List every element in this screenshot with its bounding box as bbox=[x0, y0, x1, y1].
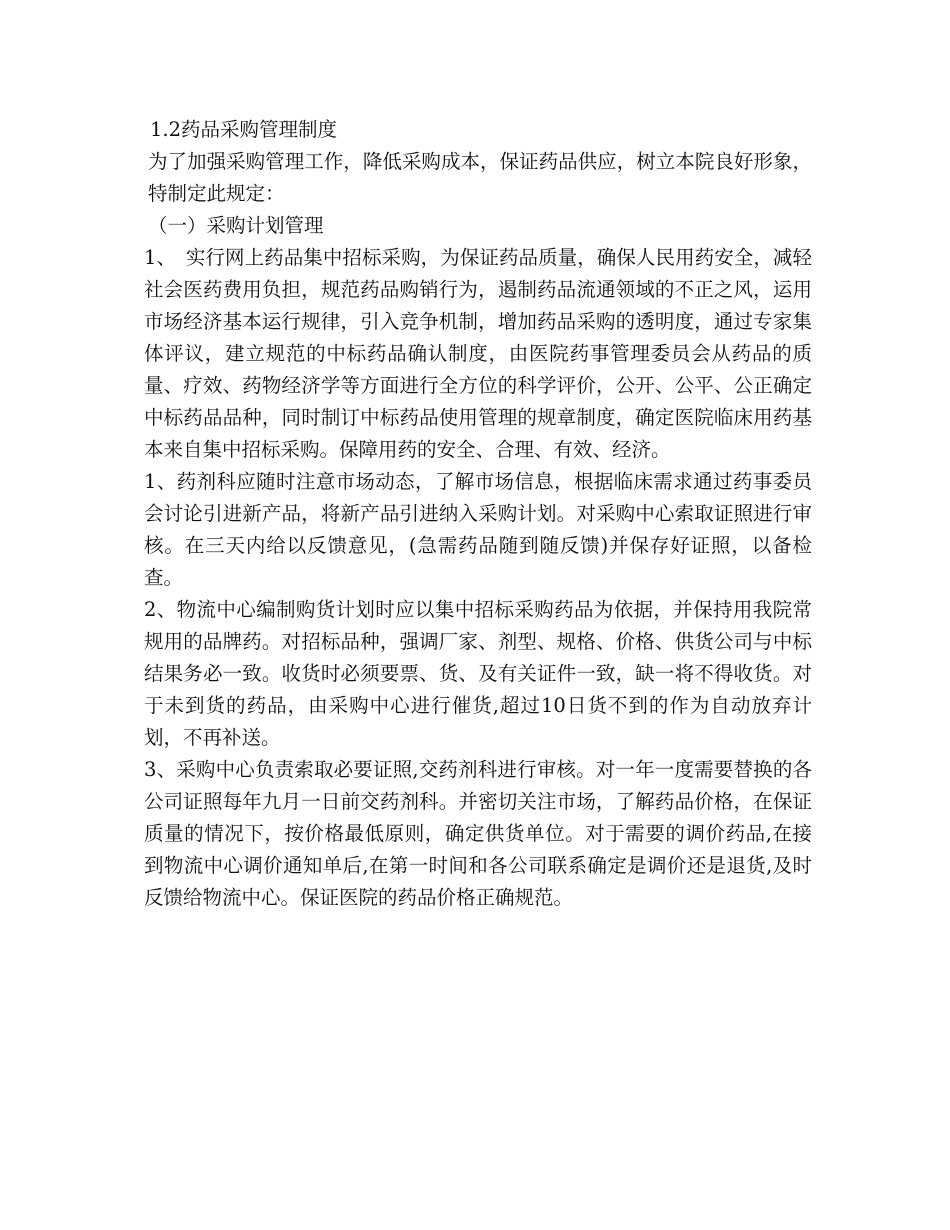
section-heading: 1.2药品采购管理制度 bbox=[150, 118, 338, 141]
document-body bbox=[140, 114, 812, 914]
paragraph-item-3: 2、物流中心编制购货计划时应以集中招标采购药品为依据，并保持用我院常规用的品牌药。对招标品种，强调厂家、剂型、规格、价格、供货公司与中标结果务必一致。收货时必须要票、货、及有关证件一致，缺一将不得收货。对于未到货的药品，由采购中心进行催货,超过10日货不到的作为自动放弃计划，不再补送。 bbox=[144, 598, 812, 749]
subsection-title: （一）采购计划管理 bbox=[148, 214, 324, 237]
paragraph-item-1: 1、 实行网上药品集中招标采购，为保证药品质量，确保人民用药安全，减轻社会医药费用负担，规范药品购销行为，遏制药品流通领域的不正之风，运用市场经济基本运行规律，引入竞争机制，增加药品采购的透明度，通过专家集体评议，建立规范的中标药品确认制度，由医院药事管理委员会从药品的质量、疗效、药物经济学等方面进行全方位的科学评价，公开、公平、公正确定中标药品品种，同时制订中标药品使用管理的规章制度，确定医院临床用药基本来自集中招标采购。保障用药的安全、合理、有效、经济。 bbox=[144, 246, 812, 461]
paragraph-item-2: 1、药剂科应随时注意市场动态，了解市场信息，根据临床需求通过药事委员会讨论引进新产品，将新产品引进纳入采购计划。对采购中心索取证照进行审核。在三天内给以反馈意见，(急需药品随到随反馈)并保存好证照，以备检查。 bbox=[144, 470, 812, 589]
paragraph-item-4: 3、采购中心负责索取必要证照,交药剂科进行审核。对一年一度需要替换的各公司证照每年九月一日前交药剂科。并密切关注市场，了解药品价格，在保证质量的情况下，按价格最低原则，确定供货单位。对于需要的调价药品,在接到物流中心调价通知单后,在第一时间和各公司联系确定是调价还是退货,及时反馈给物流中心。保证医院的药品价格正确规范。 bbox=[144, 758, 812, 909]
intro-paragraph: 为了加强采购管理工作，降低采购成本，保证药品供应，树立本院良好形象，特制定此规定： bbox=[148, 150, 812, 205]
